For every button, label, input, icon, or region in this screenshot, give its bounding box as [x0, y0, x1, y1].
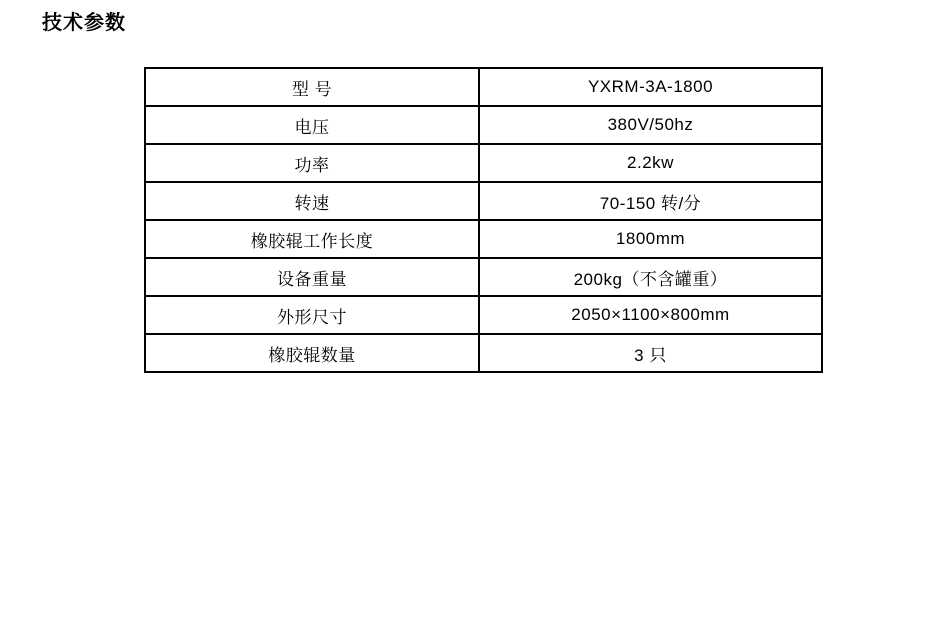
table-row — [145, 296, 822, 334]
spec-value-cell: 1800mm — [479, 220, 822, 258]
table-row — [145, 220, 822, 258]
spec-label-cell: 功率 — [145, 144, 479, 182]
spec-value-cell: 200kg（不含罐重） — [479, 258, 822, 296]
spec-value-cell: 3 只 — [479, 334, 822, 372]
table-row — [145, 258, 822, 296]
table-row — [145, 182, 822, 220]
spec-label-cell: 型 号 — [145, 68, 479, 106]
spec-label-cell: 设备重量 — [145, 258, 479, 296]
table-row — [145, 68, 822, 106]
spec-value-cell: 70-150 转/分 — [479, 182, 822, 220]
spec-value-cell: 2.2kw — [479, 144, 822, 182]
spec-label-cell: 橡胶辊数量 — [145, 334, 479, 372]
page-title: 技术参数 — [42, 12, 126, 34]
spec-label-cell: 橡胶辊工作长度 — [145, 220, 479, 258]
spec-label-cell: 电压 — [145, 106, 479, 144]
spec-value-cell: 2050×1100×800mm — [479, 296, 822, 334]
table-row — [145, 106, 822, 144]
spec-label-cell: 转速 — [145, 182, 479, 220]
spec-label-cell: 外形尺寸 — [145, 296, 479, 334]
spec-value-cell: 380V/50hz — [479, 106, 822, 144]
table-row — [145, 334, 822, 372]
table-row — [145, 144, 822, 182]
spec-value-cell: YXRM-3A-1800 — [479, 68, 822, 106]
spec-table — [144, 67, 823, 373]
